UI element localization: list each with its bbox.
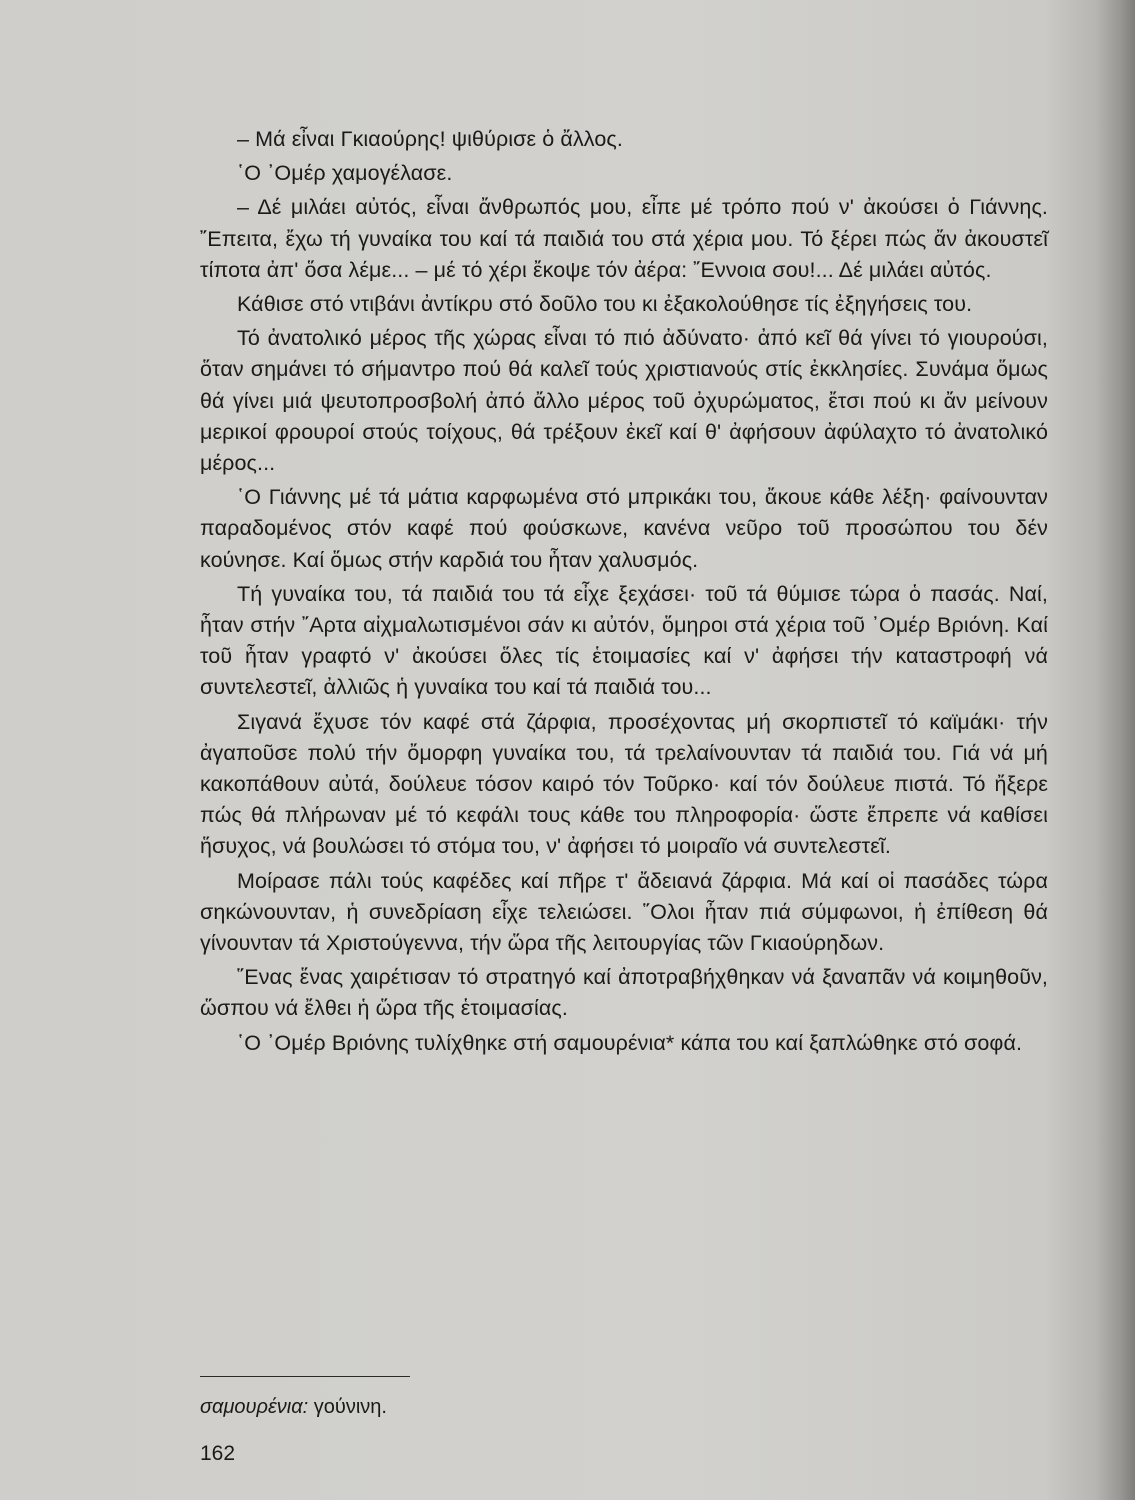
paragraph-6: ῾Ο Γιάννης μέ τά μάτια καρφωμένα στό μπρικάκι του, ἄκουε κάθε λέξη· φαίνουνταν παραδομένος στόν καφέ πού φούσκωνε, κανένα νεῦρο τοῦ προσώπου του δέν κούνησε. Καί ὅμως στήν καρδιά του ἦταν χαλυσμός.	[200, 485, 1048, 572]
page-number: 162	[200, 1442, 236, 1465]
page-spine-shadow	[1095, 0, 1135, 1500]
paragraph-9: Μοίρασε πάλι τούς καφέδες καί πῆρε τ' ἄδειανά ζάρφια. Μά καί οἱ πασάδες τώρα σηκώνουνταν, ἡ συνεδρίαση εἶχε τελειώσει. ῞Ολοι ἦταν πιά σύμφωνοι, ἡ ἐπίθεση θά γίνουνταν τά Χριστούγεννα, τήν ὥρα τῆς λειτουργίας τῶν Γκιαούρηδων.	[200, 868, 1048, 956]
paragraph-10: ῞Ενας ἕνας χαιρέτισαν τό στρατηγό καί ἀποτραβήχθηκαν νά ξαναπᾶν νά κοιμηθοῦν, ὥσπου νά ἔλθει ἡ ὥρα τῆς ἑτοιμασίας.	[200, 965, 1048, 1021]
footnote-rule	[200, 1376, 410, 1377]
paragraph-2: ῾Ο ᾿Ομέρ χαμογέλασε.	[237, 161, 453, 186]
main-text	[200, 124, 1048, 1062]
footnote	[200, 1393, 387, 1421]
paragraph-11: ῾Ο ᾿Ομέρ Βριόνης τυλίχθηκε στή σαμουρένια* κάπα του καί ξαπλώθηκε στό σοφά.	[237, 1030, 1023, 1055]
paragraph-1: – Μά εἶναι Γκιαούρης! ψιθύρισε ὁ ἄλλος.	[237, 127, 623, 151]
paragraph-8: Σιγανά ἔχυσε τόν καφέ στά ζάρφια, προσέχοντας μή σκορπιστεῖ τό καϊμάκι· τήν ἀγαποῦσε πολύ τήν ὄμορφη γυναίκα του, τά τρελαίνουνταν τά παιδιά του. Γιά νά μή κακοπάθουν αὐτά, δούλευε τόσον καιρό τόν Τοῦρκο· καί τόν δούλευε πιστά. Τό ἤξερε πώς θά πλήρωναν μέ τό κεφάλι τους κάθε του πληροφορία· ὥστε ἔπρεπε νά καθίσει ἥσυχος, νά βουλώσει τό στόμα του, ν' ἀφήσει τό μοιραῖο νά συντελεστεῖ.	[200, 709, 1048, 859]
footnote-term: σαμουρένια:	[200, 1396, 309, 1418]
paragraph-5: Τό ἀνατολικό μέρος τῆς χώρας εἶναι τό πιό ἀδύνατο· ἀπό κεῖ θά γίνει τό γιουρούσι, ὅταν σημάνει τό σήμαντρο πού θά καλεῖ τούς χριστιανούς στίς ἐκκλησίες. Συνάμα ὅμως θά γίνει μιά ψευτοπροσβολή ἀπό ἄλλο μέρος τοῦ ὀχυρώματος, ἔτσι πού κι ἄν μείνουν μερικοί φρουροί στούς τοίχους, θά τρέξουν ἐκεῖ καί θ' ἀφήσουν ἀφύλαχτο τό ἀνατολικό μέρος...	[200, 326, 1048, 476]
paragraph-4: Κάθισε στό ντιβάνι ἀντίκρυ στό δοῦλο του κι ἐξακολούθησε τίς ἐξηγήσεις του.	[237, 292, 973, 317]
paragraph-7: Τή γυναίκα του, τά παιδιά του τά εἶχε ξεχάσει· τοῦ τά θύμισε τώρα ὁ πασάς. Ναί, ἦταν στήν ῎Αρτα αἰχμαλωτισμένοι σάν κι αὐτόν, ὅμηροι στά χέρια τοῦ ᾿Ομέρ Βριόνη. Καί τοῦ ἦταν γραφτό ν' ἀκούσει ὅλες τίς ἑτοιμασίες καί ν' ἀφήσει τήν καταστροφή νά συντελεστεῖ, ἀλλιῶς ἡ γυναίκα του καί τά παιδιά του...	[200, 581, 1048, 700]
footnote-definition: γούνινη.	[313, 1396, 387, 1418]
paragraph-3: – Δέ μιλάει αὐτός, εἶναι ἄνθρωπός μου, εἶπε μέ τρόπο πού ν' ἀκούσει ὁ Γιάννης. ῎Επειτα, ἔχω τή γυναίκα του καί τά παιδιά του στά χέρια μου. Τό ξέρει πώς ἄν ἀκουστεῖ τίποτα ἀπ' ὅσα λέμε... – μέ τό χέρι ἔκοψε τόν ἀέρα: ῎Εννοια σου!... Δέ μιλάει αὐτός.	[200, 195, 1048, 282]
